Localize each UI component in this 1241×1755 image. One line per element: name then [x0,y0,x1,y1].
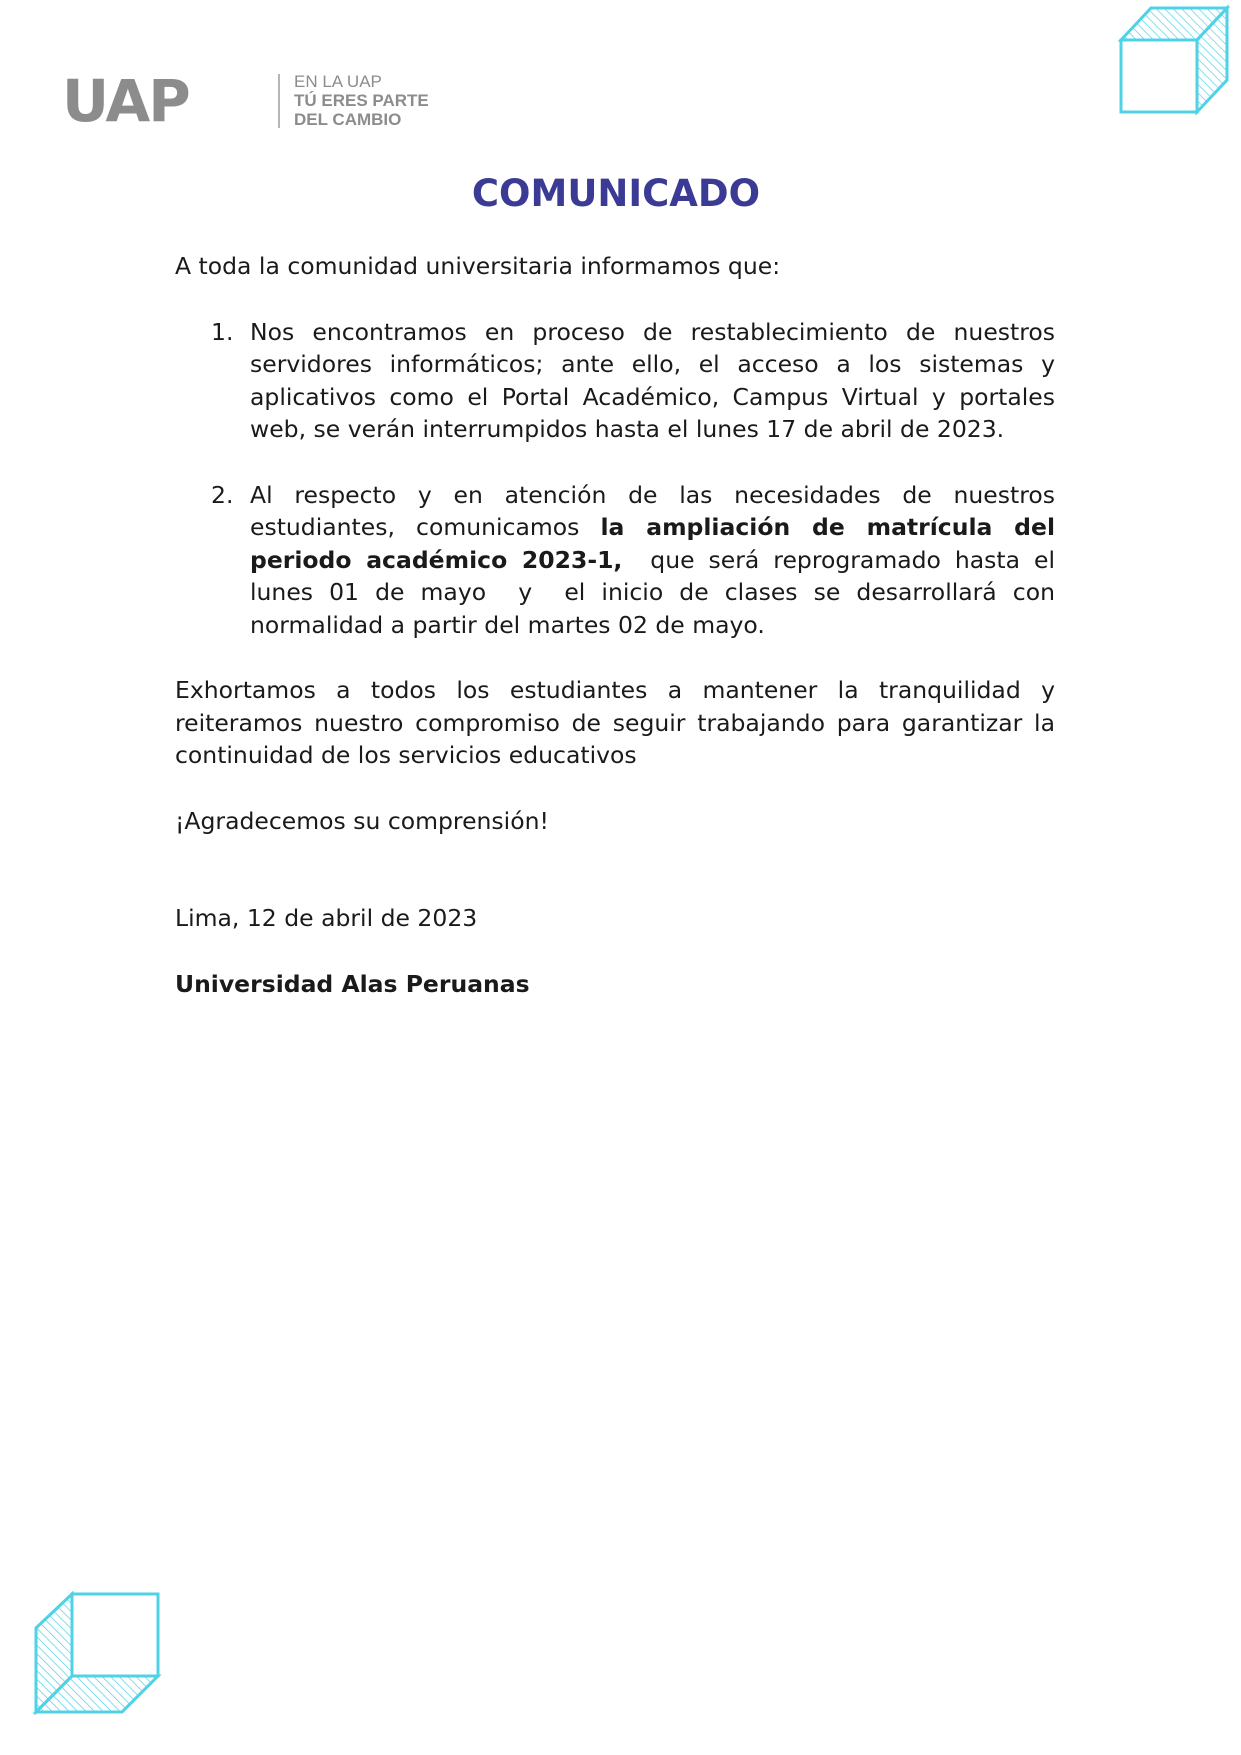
exhortation-paragraph: Exhortamos a todos los estudiantes a mantener la tranquilidad y reiteramos nuestro compromiso de seguir trabajando para garantizar la continuidad de los servicios educativos [175,676,1055,769]
document-title: COMUNICADO [471,172,761,215]
place-date: Lima, 12 de abril de 2023 [175,904,478,932]
list-number-2: 2. [211,480,234,509]
cube-decoration-bottom-icon [30,1588,165,1718]
list-text-2-bold: la ampliación de matrícula del periodo académico 2023-1, [250,513,1055,574]
logo-mark: UAP [62,67,189,135]
logo-tagline-line2: TÚ ERES PARTE [294,91,429,110]
list-item-2 [175,479,1063,642]
list-item-1 [175,316,1055,446]
list-text-2-before: Al respecto y en atención de las necesidades de nuestros estudiantes, comunicamos [250,480,1055,541]
logo-divider [278,74,280,128]
signer: Universidad Alas Peruanas [175,969,530,998]
list-text-1: Nos encontramos en proceso de restablecimiento de nuestros servidores informáticos; ante ello, el acceso a los sistemas y aplicativos como el Portal Académico, Campus Virtual y portales web, se verán interrumpidos hasta el lunes 17 de abril de 2023. [250,317,1055,443]
logo-tagline-line3: DEL CAMBIO [294,110,402,129]
document-body [175,250,1063,1000]
cube-decoration-top-icon [1115,2,1235,117]
uap-logo [62,67,429,135]
logo-tagline [294,72,454,129]
list-number-1: 1. [211,317,234,346]
thanks-paragraph: ¡Agradecemos su comprensión! [175,806,549,835]
numbered-list [175,316,1063,642]
intro-paragraph: A toda la comunidad universitaria informamos que: [175,252,781,280]
logo-tagline-line1: EN LA UAP [294,72,382,91]
list-text-2-after: que será reprogramado hasta el lunes 01 de mayo y el inicio de clases se desarrollará con normalidad a partir del martes 02 de mayo. [250,545,1063,639]
